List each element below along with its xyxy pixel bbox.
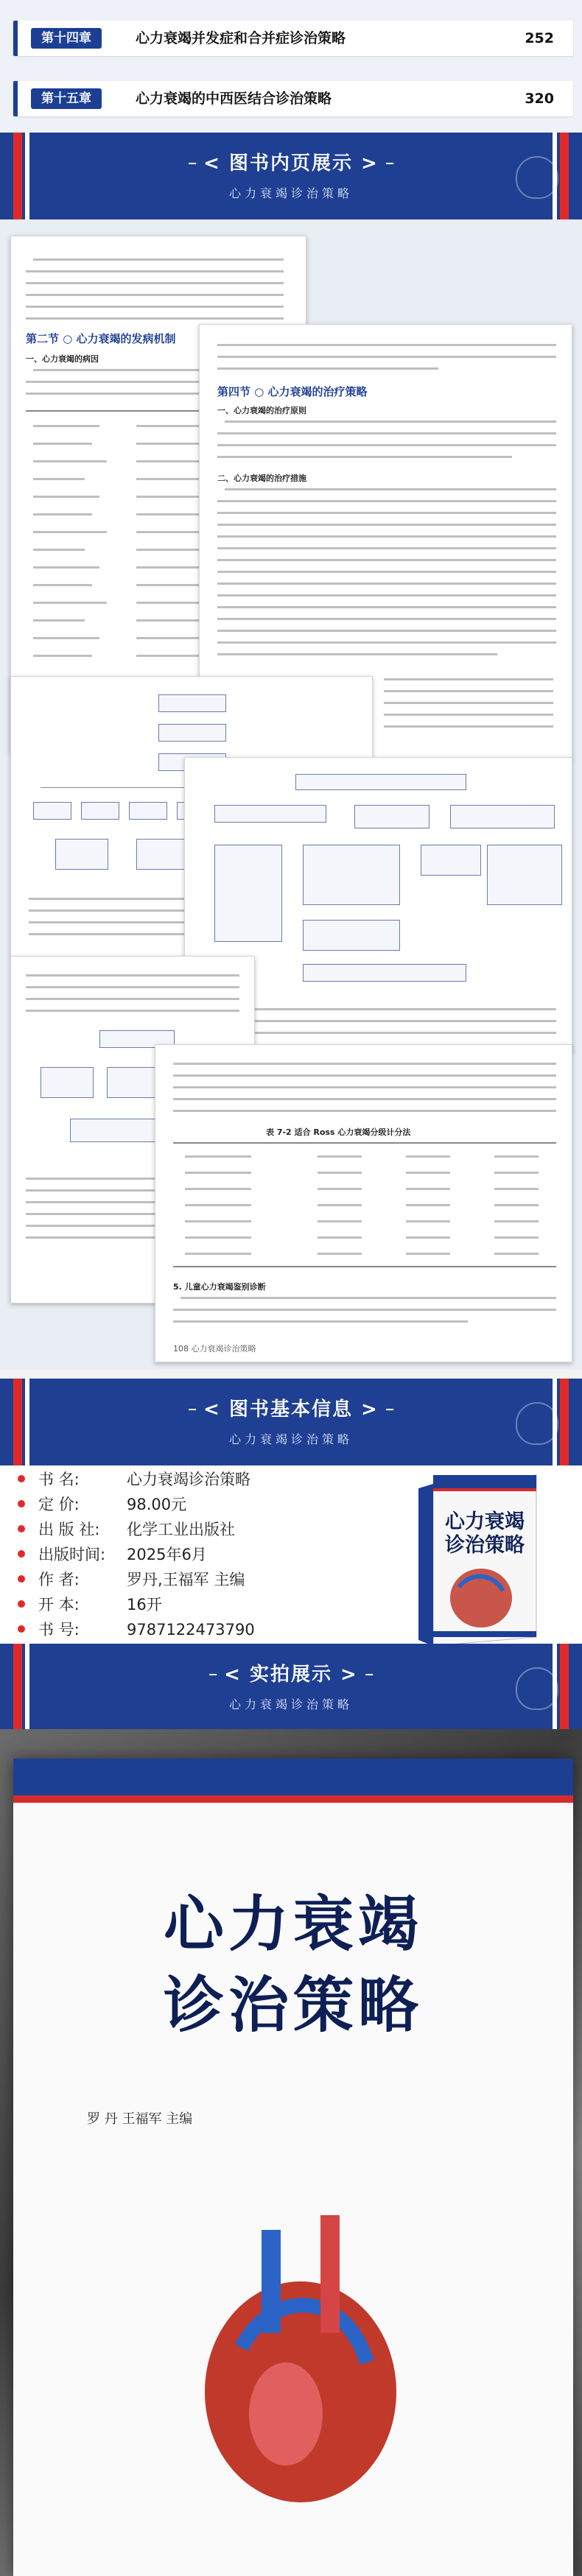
- sample-page-5: [155, 1044, 572, 1362]
- info-item-format: 开 本: 16开: [18, 1592, 162, 1617]
- chapter-title: 心力衰竭的中西医结合诊治策略: [136, 91, 332, 107]
- chapter-page: 320: [525, 91, 554, 107]
- stripe-decoration: [560, 1379, 569, 1465]
- cover-top-bar: [13, 1759, 573, 1795]
- bullet-icon: [18, 1600, 25, 1608]
- stripe-decoration: [560, 1644, 569, 1731]
- page-subheading: 一、心力衰竭的病因: [26, 354, 99, 364]
- stripe-decoration: [560, 133, 569, 219]
- toc-row-14: [13, 21, 573, 56]
- heart-illustration-icon: [183, 2171, 418, 2554]
- stripe-decoration: [13, 133, 22, 219]
- cover-authors: 罗 丹 王福军 主编: [87, 2111, 193, 2127]
- stripe-decoration: [13, 1379, 22, 1465]
- section-subtitle: 心力衰竭诊治策略: [228, 186, 353, 200]
- info-item-title: 书 名: 心力衰竭诊治策略: [18, 1467, 250, 1492]
- bullet-icon: [18, 1500, 25, 1507]
- bullet-icon: [18, 1525, 25, 1532]
- section-title: < 实拍展示 >: [209, 1660, 373, 1689]
- section-subtitle: 心力衰竭诊治策略: [228, 1432, 353, 1446]
- cover-red-line: [13, 1795, 573, 1803]
- info-item-isbn: 书 号: 9787122473790: [18, 1617, 255, 1642]
- info-item-publisher: 出 版 社: 化学工业出版社: [18, 1517, 235, 1542]
- section-banner-info: [0, 1379, 582, 1465]
- section-title: < 图书内页展示 >: [189, 149, 393, 178]
- info-item-author: 作 者: 罗丹,王福军 主编: [18, 1567, 245, 1592]
- cover-title-line1: 心力衰竭: [445, 1510, 525, 1533]
- cover-title-line1: 心力衰竭: [163, 1889, 423, 1960]
- book-cover-photo: [13, 1759, 573, 2576]
- book-photo: [0, 1729, 582, 2576]
- page-section-heading: 第四节 ○ 心力衰竭的治疗策略: [217, 385, 368, 398]
- table-of-contents: [0, 0, 582, 133]
- stripe-decoration: [25, 1379, 29, 1465]
- toc-row-15: [13, 81, 573, 116]
- stripe-decoration: [13, 1644, 22, 1731]
- bullet-icon: [18, 1550, 25, 1558]
- chapter-number: 第十四章: [31, 28, 102, 49]
- chapter-title: 心力衰竭并发症和合并症诊治策略: [136, 30, 346, 46]
- stripe-decoration: [25, 133, 29, 219]
- page-section-heading: 第二节 ○ 心力衰竭的发病机制: [26, 332, 176, 345]
- sample-pages-collage: [0, 219, 582, 1370]
- bullet-icon: [18, 1575, 25, 1583]
- section-banner-pages: [0, 133, 582, 219]
- book-cover-3d: [389, 1469, 558, 1650]
- chapter-page: 252: [525, 30, 554, 46]
- bullet-icon: [18, 1625, 25, 1633]
- chapter-number: 第十五章: [31, 88, 102, 109]
- page-footer: 108 心力衰竭诊治策略: [173, 1344, 256, 1354]
- cover-title-line2: 诊治策略: [163, 1970, 423, 2041]
- page-subheading: 5. 儿童心力衰竭鉴别诊断: [173, 1282, 266, 1292]
- section-banner-photo: [0, 1644, 582, 1731]
- info-item-date: 出版时间: 2025年6月: [18, 1542, 207, 1567]
- bullet-icon: [18, 1475, 25, 1482]
- cover-title-line2: 诊治策略: [445, 1534, 525, 1557]
- info-item-price: 定 价: 98.00元: [18, 1492, 186, 1517]
- page-table-caption: 表 7-2 适合 Ross 心力衰竭分级计分法: [266, 1127, 411, 1137]
- page-subheading: 二、心力衰竭的治疗措施: [217, 474, 306, 483]
- section-title: < 图书基本信息 >: [189, 1395, 393, 1424]
- stripe-decoration: [25, 1644, 29, 1731]
- section-subtitle: 心力衰竭诊治策略: [228, 1697, 353, 1711]
- page-subheading: 一、心力衰竭的治疗原则: [217, 406, 306, 415]
